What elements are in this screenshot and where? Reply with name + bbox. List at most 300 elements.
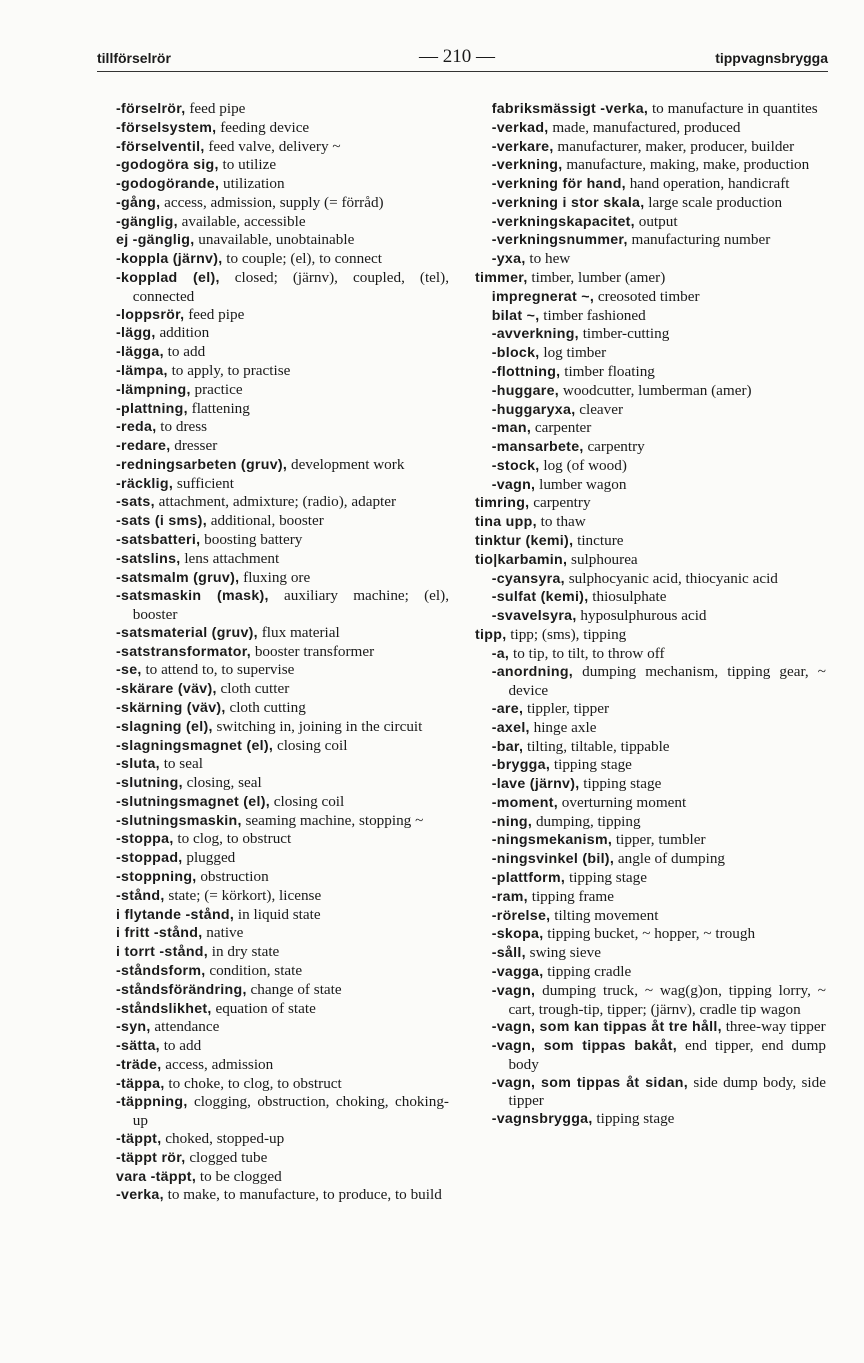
entry-headword: -täppa, [116, 1075, 165, 1092]
entry-headword: -mansarbete, [491, 439, 584, 456]
dictionary-entry [492, 138, 826, 157]
entry-translation: swing sieve [525, 944, 601, 962]
entry-headword: -täppt, [116, 1130, 162, 1147]
dictionary-entry [116, 981, 449, 1000]
entry-translation: boosting battery [200, 530, 303, 548]
dictionary-entry [116, 100, 449, 119]
dictionary-entry [492, 344, 826, 363]
dictionary-entry [116, 812, 449, 831]
entry-translation: feed valve, delivery ~ [204, 137, 341, 155]
entry-headword: impregnerat ~, [491, 288, 595, 305]
entry-headword: -plattning, [116, 400, 188, 417]
dictionary-entry [116, 755, 449, 774]
entry-headword: -stock, [491, 457, 540, 474]
entry-headword: -lave (järnv), [491, 776, 580, 793]
dictionary-entry [116, 550, 449, 569]
entry-headword: -satslins, [116, 550, 181, 567]
entry-headword: -flottning, [491, 363, 561, 380]
entry-headword: -vagnsbrygga, [491, 1111, 593, 1128]
entry-translation: fluxing ore [239, 568, 311, 586]
entry-headword: -slagningsmagnet (el), [116, 737, 274, 754]
dictionary-entry [116, 1149, 449, 1168]
dictionary-entry [116, 269, 449, 306]
entry-headword: -vagn, [491, 476, 536, 493]
entry-translation: tipping bucket, ~ hopper, ~ trough [543, 925, 756, 943]
entry-translation: cloth cutting [225, 699, 306, 716]
entry-headword: -sätta, [116, 1038, 160, 1055]
entry-headword: timmer, [475, 270, 528, 287]
entry-translation: end tipper, end dump body [508, 1037, 826, 1073]
entry-headword: -godogöra sig, [116, 157, 219, 174]
entry-headword: -vagn, [491, 982, 536, 999]
page-number: — 210 — [419, 46, 495, 67]
entry-headword: -skärare (väv), [116, 681, 217, 698]
entry-translation: hinge axle [529, 718, 597, 736]
header-rule [97, 71, 828, 72]
dictionary-entry [492, 1037, 826, 1074]
entry-headword: tio|karbamin, [475, 551, 568, 568]
dictionary-entry [492, 419, 826, 438]
entry-translation: overturning moment [557, 793, 687, 811]
dictionary-entry [116, 324, 449, 343]
entry-translation: feeding device [216, 118, 310, 136]
dictionary-entry [116, 699, 449, 718]
entry-translation: large scale production [644, 193, 783, 211]
entry-translation: feed pipe [184, 305, 245, 323]
page-header [97, 48, 828, 72]
dictionary-entry [492, 231, 826, 250]
entry-translation: feed pipe [185, 100, 246, 117]
dictionary-entry [116, 906, 449, 925]
dictionary-entry [492, 457, 826, 476]
dictionary-entry [116, 194, 449, 213]
entry-translation: tipp; (sms), tipping [506, 625, 627, 643]
dictionary-entry [492, 570, 826, 589]
entry-headword: -plattform, [491, 870, 566, 887]
dictionary-entry [116, 661, 449, 680]
dictionary-entry [492, 831, 826, 850]
entry-translation: to apply, to practise [167, 361, 291, 379]
entry-headword: -ståndsförändring, [116, 981, 247, 998]
entry-translation: cleaver [575, 400, 624, 418]
entry-translation: lens attachment [180, 549, 280, 567]
entry-translation: to couple; (el), to connect [222, 250, 382, 268]
dictionary-entry [492, 907, 826, 926]
entry-headword: -verkningskapacitet, [491, 213, 635, 230]
entry-headword: -skärning (väv), [116, 700, 226, 716]
dictionary-entry [116, 830, 449, 849]
entry-headword: -block, [491, 345, 540, 362]
entry-translation: choked, stopped-up [161, 1129, 285, 1147]
dictionary-entry [116, 231, 449, 250]
dictionary-entry [116, 737, 449, 756]
dictionary-entry [116, 362, 449, 381]
entry-headword: -moment, [491, 794, 558, 811]
dictionary-entry [116, 250, 449, 269]
entry-translation: change of state [246, 980, 342, 998]
entry-headword: tipp, [475, 626, 507, 643]
entry-translation: practice [190, 380, 243, 398]
entry-headword: vara -täppt, [116, 1168, 197, 1185]
entry-headword: -lämpa, [116, 362, 168, 379]
entry-headword: -vagga, [491, 963, 544, 980]
entry-translation: state; (= körkort), license [164, 886, 322, 904]
entry-translation: closing coil [273, 736, 348, 754]
entry-translation: flattening [187, 399, 250, 417]
entry-headword: -verkare, [491, 138, 554, 155]
entry-translation: log timber [539, 344, 607, 362]
entry-headword: timring, [475, 495, 530, 512]
entry-translation: timber, lumber (amer) [527, 269, 666, 287]
entry-headword: -bar, [491, 738, 524, 755]
entry-headword: -sluta, [116, 756, 160, 773]
dictionary-entry [475, 513, 826, 532]
entry-headword: -täppt rör, [116, 1149, 186, 1166]
entry-headword: -ningsmekanism, [491, 832, 613, 849]
dictionary-entry [116, 400, 449, 419]
entry-headword: -gänglig, [116, 213, 178, 230]
entry-headword: i fritt -stånd, [116, 925, 203, 942]
dictionary-entry [492, 738, 826, 757]
entry-headword: -svavelsyra, [491, 608, 577, 625]
entry-headword: -verka, [116, 1187, 164, 1204]
entry-translation: sulphocyanic acid, thiocyanic acid [564, 569, 778, 587]
entry-headword: -sats, [116, 494, 155, 511]
entry-translation: tipping stage [592, 1110, 675, 1128]
dictionary-entry [116, 512, 449, 531]
entry-translation: to make, to manufacture, to produce, to build [163, 1186, 442, 1204]
entry-headword: fabriksmässigt -verka, [491, 101, 649, 117]
entry-headword: -satstransformator, [116, 643, 252, 660]
entry-headword: -slutning, [116, 775, 183, 792]
entry-translation: to utilize [218, 156, 277, 174]
entry-headword: -brygga, [491, 757, 551, 774]
entry-headword: -satsmaskin (mask), [116, 588, 269, 605]
entry-translation: auxiliary machine; (el), booster [132, 587, 449, 624]
entry-translation: equation of state [211, 999, 316, 1017]
dictionary-entry [475, 494, 826, 513]
dictionary-entry [492, 982, 826, 1019]
entry-translation: dumping mechanism, tipping gear, ~ device [508, 663, 826, 700]
entry-translation: native [202, 924, 244, 942]
entry-headword: -axel, [491, 719, 530, 736]
entry-headword: -sulfat (kemi), [491, 589, 589, 606]
dictionary-entry [116, 1037, 449, 1056]
entry-headword: -lämpning, [116, 381, 191, 398]
dictionary-entry [116, 1056, 449, 1075]
dictionary-entry [492, 645, 826, 664]
dictionary-entry [492, 700, 826, 719]
entry-headword: -stoppning, [116, 869, 197, 886]
entry-translation: cloth cutter [216, 680, 290, 698]
entry-headword: -ram, [491, 888, 528, 905]
entry-headword: -verkningsnummer, [491, 232, 628, 249]
dictionary-entry [475, 551, 826, 570]
entry-translation: timber floating [560, 362, 655, 380]
dictionary-entry [492, 363, 826, 382]
entry-headword: -lägga, [116, 344, 164, 361]
entry-headword: tinktur (kemi), [475, 532, 574, 549]
entry-headword: -träde, [116, 1056, 162, 1073]
dictionary-entry [475, 269, 826, 288]
entry-translation: dumping, tipping [532, 812, 641, 830]
entry-translation: in dry state [208, 943, 280, 961]
entry-translation: unavailable, unobtainable [194, 231, 355, 249]
entry-translation: closing, seal [182, 774, 262, 792]
entry-headword: -slutningsmaskin, [116, 812, 242, 829]
dictionary-entry [116, 138, 449, 157]
dictionary-entry [492, 325, 826, 344]
entry-translation: to dress [156, 418, 208, 436]
dictionary-entry [116, 569, 449, 588]
dictionary-entry [116, 1000, 449, 1019]
entry-headword: -a, [491, 645, 510, 662]
entry-translation: closing coil [270, 792, 345, 810]
entry-translation: manufacturing number [627, 231, 771, 249]
entry-translation: woodcutter, lumberman (amer) [559, 381, 752, 399]
entry-translation: plugged [182, 849, 236, 867]
entry-translation: tipping stage [550, 756, 632, 774]
entry-translation: output [634, 212, 678, 230]
entry-translation: access, admission [161, 1055, 274, 1073]
entry-headword: -huggaryxa, [491, 401, 576, 418]
entry-headword: -satsmalm (gruv), [116, 569, 240, 586]
dictionary-entry [492, 175, 826, 194]
dictionary-entry [116, 624, 449, 643]
dictionary-entry [492, 888, 826, 907]
dictionary-entry [116, 718, 449, 737]
dictionary-entry [492, 719, 826, 738]
entry-translation: development work [287, 455, 405, 473]
entry-translation: attendance [150, 1018, 220, 1036]
dictionary-entry [116, 343, 449, 362]
dictionary-entry [116, 119, 449, 138]
entry-translation: angle of dumping [614, 850, 726, 868]
entry-translation: to seal [159, 755, 203, 773]
entry-headword: -ningsvinkel (bil), [491, 851, 615, 868]
entry-headword: -verkning, [491, 157, 563, 174]
entry-translation: hand operation, handicraft [625, 175, 790, 193]
dictionary-entry [116, 156, 449, 175]
entry-translation: to be clogged [196, 1167, 282, 1185]
dictionary-entry [492, 194, 826, 213]
entry-headword: -stoppa, [116, 831, 174, 848]
dictionary-entry [492, 944, 826, 963]
entry-translation: log (of wood) [539, 456, 627, 474]
dictionary-entry [492, 307, 826, 326]
entry-headword: -lägg, [116, 325, 156, 342]
entry-headword: -stoppad, [116, 850, 183, 867]
entry-headword: -vagn, som kan tippas åt tre håll, [491, 1019, 722, 1036]
entry-headword: -förselrör, [116, 101, 186, 117]
entry-translation: booster transformer [251, 642, 375, 660]
dictionary-entry [116, 849, 449, 868]
entry-headword: -vagn, som tippas åt sidan, [491, 1074, 689, 1091]
dictionary-entry [492, 607, 826, 626]
entry-headword: -rörelse, [491, 907, 551, 924]
entry-headword: -vagn, som tippas bakåt, [491, 1038, 678, 1055]
dictionary-entry [116, 1018, 449, 1037]
dictionary-entry [116, 175, 449, 194]
entry-headword: -slagning (el), [116, 718, 213, 735]
entry-translation: to clog, to obstruct [173, 830, 292, 848]
entry-translation: carpenter [531, 419, 592, 437]
entry-headword: -yxa, [491, 251, 526, 268]
dictionary-entry [492, 156, 826, 175]
entry-headword: -se, [116, 662, 142, 679]
entry-headword: -satsmaterial (gruv), [116, 624, 258, 641]
entry-translation: to add [159, 1037, 202, 1055]
dictionary-entry [116, 943, 449, 962]
entry-headword: -satsbatteri, [116, 531, 201, 548]
entry-translation: available, accessible [177, 212, 306, 230]
entry-headword: -verkning för hand, [491, 176, 626, 193]
dictionary-entry [116, 1130, 449, 1149]
entry-headword: -verkad, [491, 119, 549, 136]
dictionary-entry [116, 643, 449, 662]
dictionary-entry [116, 1186, 449, 1205]
dictionary-entry [116, 774, 449, 793]
entry-headword: -ståndslikhet, [116, 1000, 212, 1017]
entry-headword: -skopa, [491, 926, 544, 943]
dictionary-entry [492, 288, 826, 307]
entry-translation: tippler, tipper [523, 700, 610, 717]
dictionary-entry [116, 437, 449, 456]
dictionary-entry [492, 850, 826, 869]
entry-translation: tipper, tumbler [612, 831, 706, 849]
entry-translation: carpentry [529, 494, 591, 512]
entry-translation: tilting, tiltable, tippable [523, 737, 670, 755]
dictionary-entry [116, 1168, 449, 1187]
entry-translation: to manufacture in quantites [648, 100, 818, 117]
entry-headword: -man, [491, 420, 532, 437]
entry-headword: -cyansyra, [491, 570, 565, 587]
entry-headword: -redningsarbeten (gruv), [116, 456, 288, 473]
entry-headword: -verkning i stor skala, [491, 194, 645, 211]
entry-translation: sulphourea [567, 550, 638, 568]
entry-translation: three-way tipper [721, 1018, 826, 1036]
entry-headword: i flytande -stånd, [116, 906, 235, 923]
dictionary-entry [492, 963, 826, 982]
dictionary-entry [492, 588, 826, 607]
dictionary-entry [492, 1018, 826, 1037]
dictionary-entry [492, 756, 826, 775]
entry-translation: clogged tube [185, 1148, 268, 1166]
entry-headword: -avverkning, [491, 326, 579, 343]
entry-translation: dumping truck, ~ wag(g)on, tipping lorry, ~ cart, trough-tip, tipper; (järnv), cradle tip wagon [508, 981, 826, 1018]
dictionary-entry [492, 119, 826, 138]
dictionary-entry [492, 100, 826, 119]
entry-translation: thiosulphate [588, 588, 667, 606]
dictionary-entry [492, 663, 826, 700]
dictionary-entry [116, 213, 449, 232]
entry-translation: tilting movement [550, 906, 659, 924]
entry-headword: bilat ~, [491, 307, 540, 324]
entry-headword: -koppla (järnv), [116, 251, 223, 268]
entry-translation: tipping frame [527, 887, 614, 905]
entry-translation: utilization [219, 175, 285, 193]
entry-translation: switching in, joining in the circuit [212, 717, 423, 735]
entry-translation: in liquid state [234, 905, 321, 923]
entry-translation: to choke, to clog, to obstruct [164, 1074, 342, 1092]
dictionary-entry [492, 476, 826, 495]
dictionary-entry [475, 532, 826, 551]
dictionary-entry [116, 1075, 449, 1094]
entry-headword: -kopplad (el), [116, 270, 220, 287]
dictionary-entry [116, 962, 449, 981]
entry-headword: tina upp, [475, 514, 537, 531]
running-head-right: tippvagnsbrygga [715, 50, 828, 66]
entry-translation: clogging, obstruction, choking, choking-up [132, 1093, 449, 1130]
entry-translation: carpentry [583, 438, 645, 456]
entry-headword: -anordning, [491, 664, 574, 681]
entry-headword: -slutningsmagnet (el), [116, 793, 270, 810]
entry-translation: closed; (järnv), coupled, (tel), connected [132, 269, 449, 305]
dictionary-entry [492, 1110, 826, 1129]
entry-translation: made, manufactured, produced [548, 118, 741, 136]
dictionary-entry [116, 531, 449, 550]
entry-translation: tipping stage [565, 869, 648, 887]
dictionary-entry [116, 887, 449, 906]
dictionary-entry [116, 587, 449, 624]
dictionary-entry [492, 925, 826, 944]
dictionary-entry [116, 306, 449, 325]
right-column [475, 100, 826, 1129]
dictionary-entry [492, 401, 826, 420]
entry-translation: to add [163, 343, 206, 361]
entry-headword: -ning, [491, 813, 533, 830]
running-head-left: tillförselrör [97, 50, 171, 66]
left-column [116, 100, 449, 1205]
dictionary-entry [116, 456, 449, 475]
entry-translation: condition, state [205, 961, 303, 979]
entry-translation: manufacture, making, make, production [562, 156, 810, 174]
entry-translation: timber-cutting [578, 325, 670, 343]
dictionary-entry [116, 793, 449, 812]
entry-translation: tipping stage [579, 775, 662, 793]
entry-translation: seaming machine, stopping ~ [241, 811, 424, 829]
entry-headword: i torrt -stånd, [116, 944, 208, 961]
dictionary-entry [492, 382, 826, 401]
dictionary-entry [492, 813, 826, 832]
entry-translation: obstruction [196, 868, 269, 886]
entry-headword: -förselsystem, [116, 119, 217, 136]
entry-headword: -täppning, [116, 1094, 188, 1111]
entry-headword: -redare, [116, 438, 171, 455]
entry-headword: -sats (i sms), [116, 513, 207, 530]
entry-translation: to hew [525, 250, 571, 268]
entry-headword: -syn, [116, 1019, 151, 1036]
entry-headword: ej -gänglig, [116, 232, 195, 249]
entry-translation: to tip, to tilt, to throw off [509, 644, 665, 662]
entry-translation: flux material [257, 623, 340, 641]
dictionary-entry [492, 1074, 826, 1111]
entry-translation: addition [155, 324, 210, 342]
entry-headword: -räcklig, [116, 475, 174, 492]
dictionary-entry [116, 868, 449, 887]
dictionary-entry [116, 493, 449, 512]
dictionary-entry [475, 626, 826, 645]
entry-translation: to attend to, to supervise [141, 661, 295, 679]
dictionary-entry [492, 794, 826, 813]
entry-headword: -huggare, [491, 382, 560, 399]
entry-translation: side dump body, side tipper [508, 1073, 826, 1110]
dictionary-entry [492, 250, 826, 269]
dictionary-entry [492, 869, 826, 888]
entry-translation: attachment, admixture; (radio), adapter [154, 493, 397, 511]
entry-headword: -ståndsform, [116, 962, 206, 979]
entry-headword: -reda, [116, 419, 157, 436]
